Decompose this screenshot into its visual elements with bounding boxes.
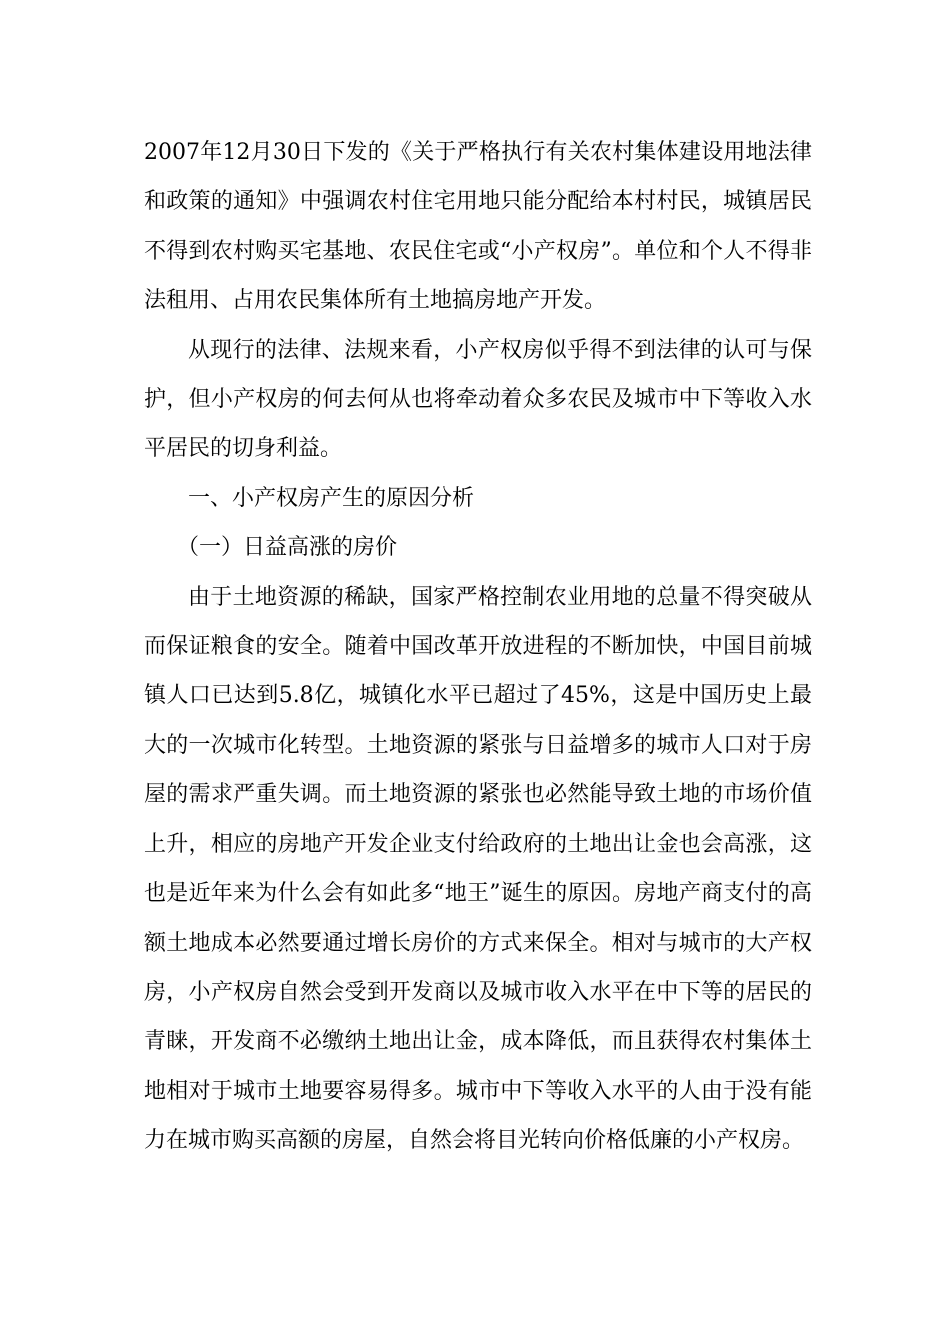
document-body xyxy=(144,128,812,1166)
paragraph-legal-view: 从现行的法律、法规来看，小产权房似乎得不到法律的认可与保护，但小产权房的何去何从也将牵动着众多农民及城市中下等收入水平居民的切身利益。 xyxy=(144,337,812,462)
paragraph-notice: 2007年12月30日下发的《关于严格执行有关农村集体建设用地法律和政策的通知》中强调农村住宅用地只能分配给本村村民，城镇居民不得到农村购买宅基地、农民住宅或“小产权房”。单位和个人不得非法租用、占用农民集体所有土地搞房地产开发。 xyxy=(144,140,812,314)
paragraph-housing-prices: 由于土地资源的稀缺，国家严格控制农业用地的总量不得突破从而保证粮食的安全。随着中国改革开放进程的不断加快，中国目前城镇人口已达到5.8亿，城镇化水平已超过了45%，这是中国历史上最大的一次城市化转型。土地资源的紧张与日益增多的城市人口对于房屋的需求严重失调。而土地资源的紧张也必然能导致土地的市场价值上升，相应的房地产开发企业支付给政府的土地出让金也会高涨，这也是近年来为什么会有如此多“地王”诞生的原因。房地产商支付的高额土地成本必然要通过增长房价的方式来保全。相对与城市的大产权房，小产权房自然会受到开发商以及城市收入水平在中下等的居民的青睐，开发商不必缴纳土地出让金，成本降低，而且获得农村集体土地相对于城市土地要容易得多。城市中下等收入水平的人由于没有能力在城市购买高额的房屋，自然会将目光转向价格低廉的小产权房。 xyxy=(144,584,812,1154)
section-heading: 一、小产权房产生的原因分析 xyxy=(188,485,475,511)
subsection-heading: （一）日益高涨的房价 xyxy=(177,535,398,561)
